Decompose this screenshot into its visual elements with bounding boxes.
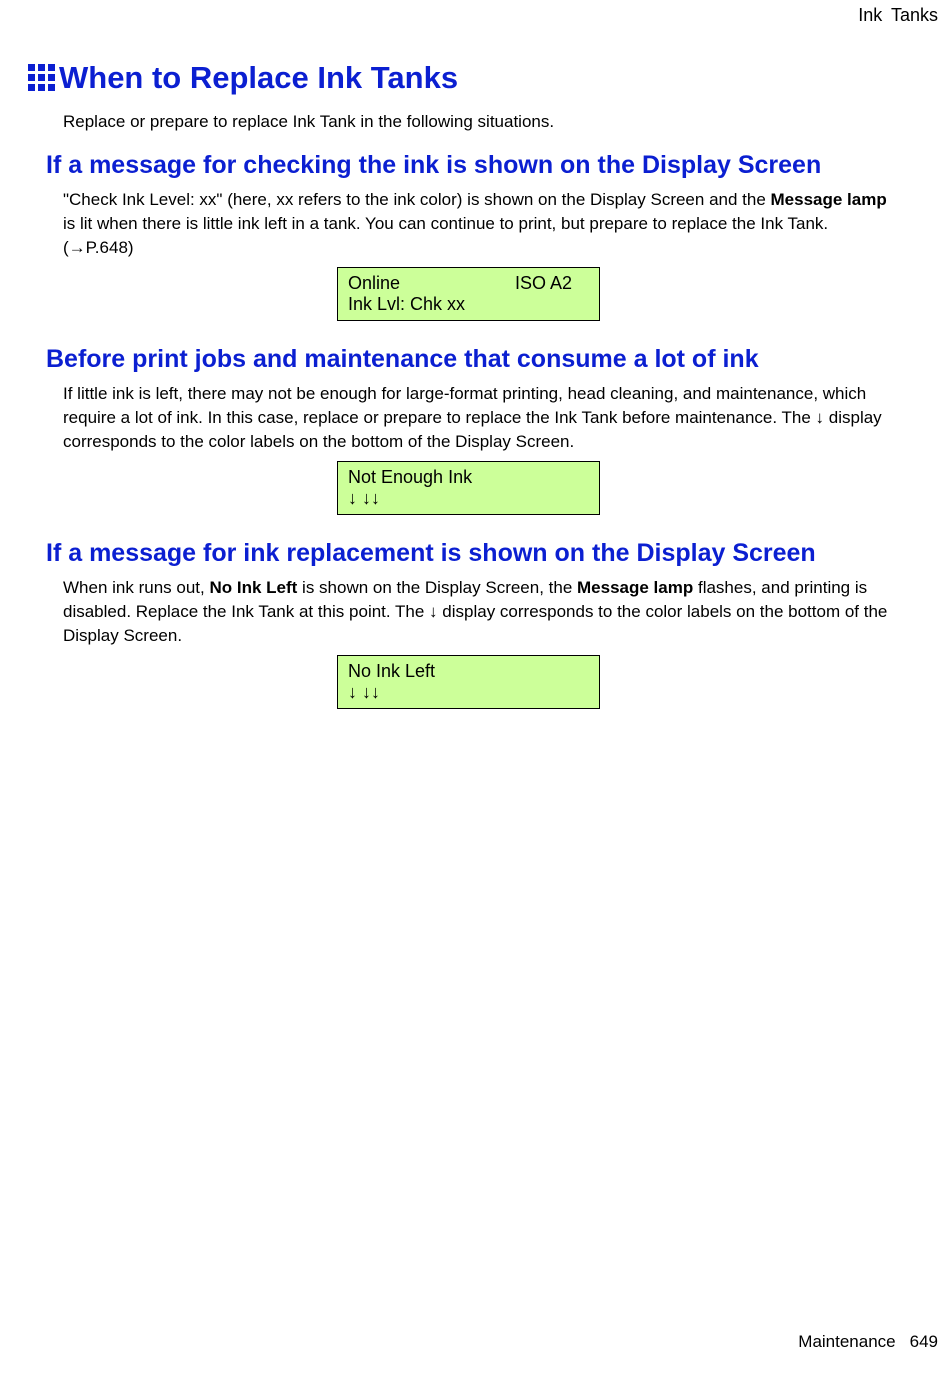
lcd-arrows: ↓ ↓↓ <box>348 682 381 702</box>
lcd-arrows: ↓ ↓↓ <box>348 488 381 508</box>
intro-text: Replace or prepare to replace Ink Tank in the following situations. <box>63 112 555 131</box>
lcd-row: Ink Lvl: Chk xx <box>348 294 466 314</box>
message-lamp-term: Message lamp <box>770 190 887 209</box>
lcd-paper-size: ISO A2 <box>515 273 573 293</box>
lcd-row: No Ink Left <box>348 661 436 681</box>
footer-chapter: Maintenance <box>798 1332 896 1351</box>
display-screen-check-ink <box>337 267 600 321</box>
message-lamp-term: Message lamp <box>577 578 694 597</box>
lcd-row: Not Enough Ink <box>348 467 473 487</box>
page-number: 649 <box>909 1332 938 1351</box>
section-body-check-ink: "Check Ink Level: xx" (here, xx refers to the ink color) is shown on the Display Screen and the Message lamp is lit when there is little ink left in a tank. You can continue to print, but prepare to replace the Ink Tank. (→P.648) <box>63 190 887 257</box>
section-heading-ink-replacement: If a message for ink replacement is shown on the Display Screen <box>46 539 816 567</box>
grid-bullet-icon <box>28 64 55 91</box>
section-body-before-print: If little ink is left, there may not be enough for large-format printing, head cleaning, and maintenance, which require a lot of ink. In this case, replace or prepare to replace the Ink Tank before maintenance. The ↓ display corresponds to the color labels on the bottom of the Display Screen. <box>63 384 882 451</box>
page-title <box>28 58 458 98</box>
display-screen-no-ink-left <box>337 655 600 709</box>
section-body-ink-replacement: When ink runs out, No Ink Left is shown on the Display Screen, the Message lamp flashes, and printing is disabled. Replace the Ink Tank at this point. The ↓ display corresponds to the color labels on the bottom of the Display Screen. <box>63 578 888 645</box>
display-screen-not-enough-ink <box>337 461 600 515</box>
lcd-row <box>348 273 589 294</box>
page-title-text: When to Replace Ink Tanks <box>59 60 459 95</box>
running-header: Ink Tanks <box>858 5 938 25</box>
section-heading-check-ink: If a message for checking the ink is shown on the Display Screen <box>46 151 822 179</box>
running-footer <box>798 1332 938 1352</box>
lcd-status: Online <box>348 273 401 293</box>
no-ink-left-term: No Ink Left <box>209 578 298 597</box>
section-heading-before-print: Before print jobs and maintenance that consume a lot of ink <box>46 345 759 373</box>
